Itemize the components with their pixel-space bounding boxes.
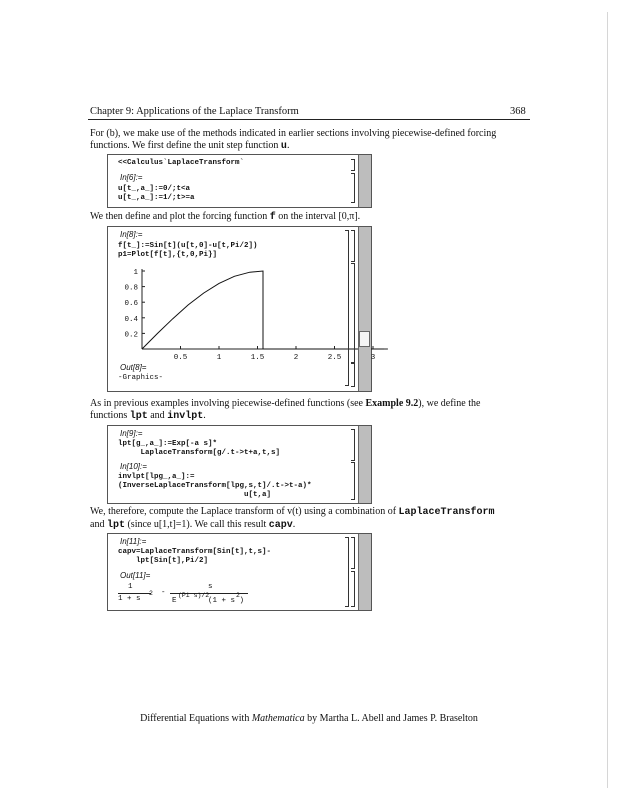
fraction1-bar xyxy=(118,593,151,594)
x-tick-label: 1 xyxy=(216,354,222,362)
code-line-u-def1: u[t_,a_]:=0/;t<a xyxy=(118,185,191,193)
fraction2-exponent2: 2 xyxy=(236,592,240,599)
book-footer xyxy=(0,713,618,724)
input-label-in6: In[6]:= xyxy=(120,173,143,182)
functions-period: . xyxy=(203,410,206,421)
fraction2-base: E xyxy=(172,597,177,605)
page-number: 368 xyxy=(510,106,526,117)
minus-sign: - xyxy=(161,589,166,597)
code-line-lpt-body: LaplaceTransform[g/.t->t+a,t,s] xyxy=(118,449,281,457)
compute-paragraph xyxy=(90,506,532,532)
x-tick-label: 1.5 xyxy=(250,354,265,362)
cell-bracket[interactable] xyxy=(351,263,355,363)
intro-line-2 xyxy=(90,140,532,153)
fraction1-denominator: 1 + s xyxy=(118,595,141,603)
functions-text: As in previous examples involving piecewise-defined functions (see xyxy=(90,398,366,409)
input-label-in8: In[8]:= xyxy=(120,230,143,239)
cell-bracket[interactable] xyxy=(351,462,355,500)
example-reference[interactable]: Example 9.2 xyxy=(365,398,419,409)
plot-intro-interval: on the interval [0,π]. xyxy=(275,211,361,222)
y-tick-label: 1 xyxy=(133,269,138,277)
footer-authors: by Martha L. Abell and James P. Braselton xyxy=(304,713,478,724)
fraction2-paren: (1 + s ) xyxy=(208,597,245,605)
scrollbar[interactable] xyxy=(358,155,371,207)
footer-title: Differential Equations with xyxy=(140,713,252,724)
code-line-invlpt-def: invlpt[lpg_,a_]:= xyxy=(118,473,195,481)
intro-paragraph xyxy=(90,128,532,153)
code-line-invlpt-body: (InverseLaplaceTransform[lpg,s,t]/.t->t-a)* xyxy=(118,482,312,490)
notebook-cell-in9-in10[interactable] xyxy=(107,425,372,504)
cell-bracket[interactable] xyxy=(351,159,355,171)
graphics-output: -Graphics- xyxy=(118,374,164,382)
cell-bracket[interactable] xyxy=(351,571,355,607)
functions-line-1 xyxy=(90,398,532,410)
cell-bracket[interactable] xyxy=(351,363,355,387)
compute-line-1 xyxy=(90,506,532,519)
cell-bracket[interactable] xyxy=(351,173,355,203)
code-line-get-package: <<Calculus`LaplaceTransform` xyxy=(118,159,245,167)
compute-text: We, therefore, compute the Laplace transform of v(t) using a combination of xyxy=(90,506,399,517)
fraction2-numerator: s xyxy=(208,583,213,591)
notebook-cell-in6[interactable] xyxy=(107,154,372,208)
chapter-header: Chapter 9: Applications of the Laplace Transform xyxy=(90,106,299,117)
x-tick-label: 0.5 xyxy=(173,354,188,362)
code-line-f-def: f[t_]:=Sin[t](u[t,0]-u[t,Pi/2]) xyxy=(118,242,258,250)
fraction1-exponent: 2 xyxy=(149,590,153,597)
cell-bracket[interactable] xyxy=(351,537,355,569)
code-line-capv-def: capv=LaplaceTransform[Sin[t],t,s]- xyxy=(118,548,272,556)
notebook-cell-in11[interactable] xyxy=(107,533,372,611)
plot-intro-paragraph xyxy=(90,211,532,224)
output-label-out8: Out[8]= xyxy=(120,363,147,372)
functions-line-2 xyxy=(90,410,532,423)
functions-and: and xyxy=(147,410,168,421)
scrollbar[interactable] xyxy=(358,227,371,391)
inline-code-f: f xyxy=(269,212,276,223)
output-label-out11: Out[11]= xyxy=(120,571,151,580)
inline-code-laplacetransform: LaplaceTransform xyxy=(398,507,495,518)
functions-text-end: ), we define the xyxy=(418,398,481,409)
notebook-cell-in8[interactable] xyxy=(107,226,376,392)
cell-bracket[interactable] xyxy=(351,429,355,461)
code-line-u-def2: u[t_,a_]:=1/;t>=a xyxy=(118,194,195,202)
scrollbar[interactable] xyxy=(358,426,371,503)
code-line-lpt-def: lpt[g_,a_]:=Exp[-a s]* xyxy=(118,440,218,448)
functions-label: functions xyxy=(90,410,130,421)
compute-text-mid: (since u[1,t]=1). We call this result xyxy=(124,519,269,530)
cell-group-bracket[interactable] xyxy=(345,537,349,607)
compute-and: and xyxy=(90,519,107,530)
x-tick-label: 3 xyxy=(370,354,376,362)
intro-period: . xyxy=(286,140,290,151)
forcing-function-plot xyxy=(114,261,376,365)
compute-line-2 xyxy=(90,519,532,532)
x-tick-label: 2.5 xyxy=(327,354,342,362)
cell-bracket[interactable] xyxy=(351,230,355,262)
scrollbar-thumb[interactable] xyxy=(359,331,370,347)
x-tick-label: 2 xyxy=(293,354,299,362)
fraction2-exponent: (Pi s)/2 xyxy=(178,592,210,599)
y-tick-label: 0.8 xyxy=(124,284,138,293)
y-tick-label: 0.4 xyxy=(124,315,138,324)
intro-line-1: For (b), we make use of the methods indicated in earlier sections involving piecewise-defined forcing xyxy=(90,128,497,139)
page-edge-line xyxy=(607,12,608,788)
inline-code-u: u xyxy=(280,141,287,152)
header-rule xyxy=(88,119,530,120)
compute-period: . xyxy=(292,519,296,530)
inline-code-invlpt: invlpt xyxy=(167,411,204,422)
scrollbar[interactable] xyxy=(358,534,371,610)
y-tick-label: 0.6 xyxy=(124,300,138,309)
code-line-plot: p1=Plot[f[t],{t,0,Pi}] xyxy=(118,251,218,259)
code-line-capv-body: lpt[Sin[t],Pi/2] xyxy=(118,557,209,565)
footer-mathematica: Mathematica xyxy=(251,713,305,724)
fraction1-numerator: 1 xyxy=(128,583,133,591)
functions-paragraph xyxy=(90,398,532,423)
inline-code-capv: capv xyxy=(268,520,293,531)
input-label-in10: In[10]:= xyxy=(120,462,147,471)
plot-intro-text: We then define and plot the forcing function xyxy=(90,211,270,222)
input-label-in9: In[9]:= xyxy=(120,429,143,438)
cell-group-bracket[interactable] xyxy=(345,230,349,386)
intro-text: functions. We first define the unit step function xyxy=(90,140,281,151)
code-line-invlpt-step: u[t,a] xyxy=(118,491,272,499)
input-label-in11: In[11]:= xyxy=(120,537,147,546)
y-tick-label: 0.2 xyxy=(124,331,138,340)
inline-code-lpt-2: lpt xyxy=(106,520,125,531)
inline-code-lpt: lpt xyxy=(129,411,148,422)
